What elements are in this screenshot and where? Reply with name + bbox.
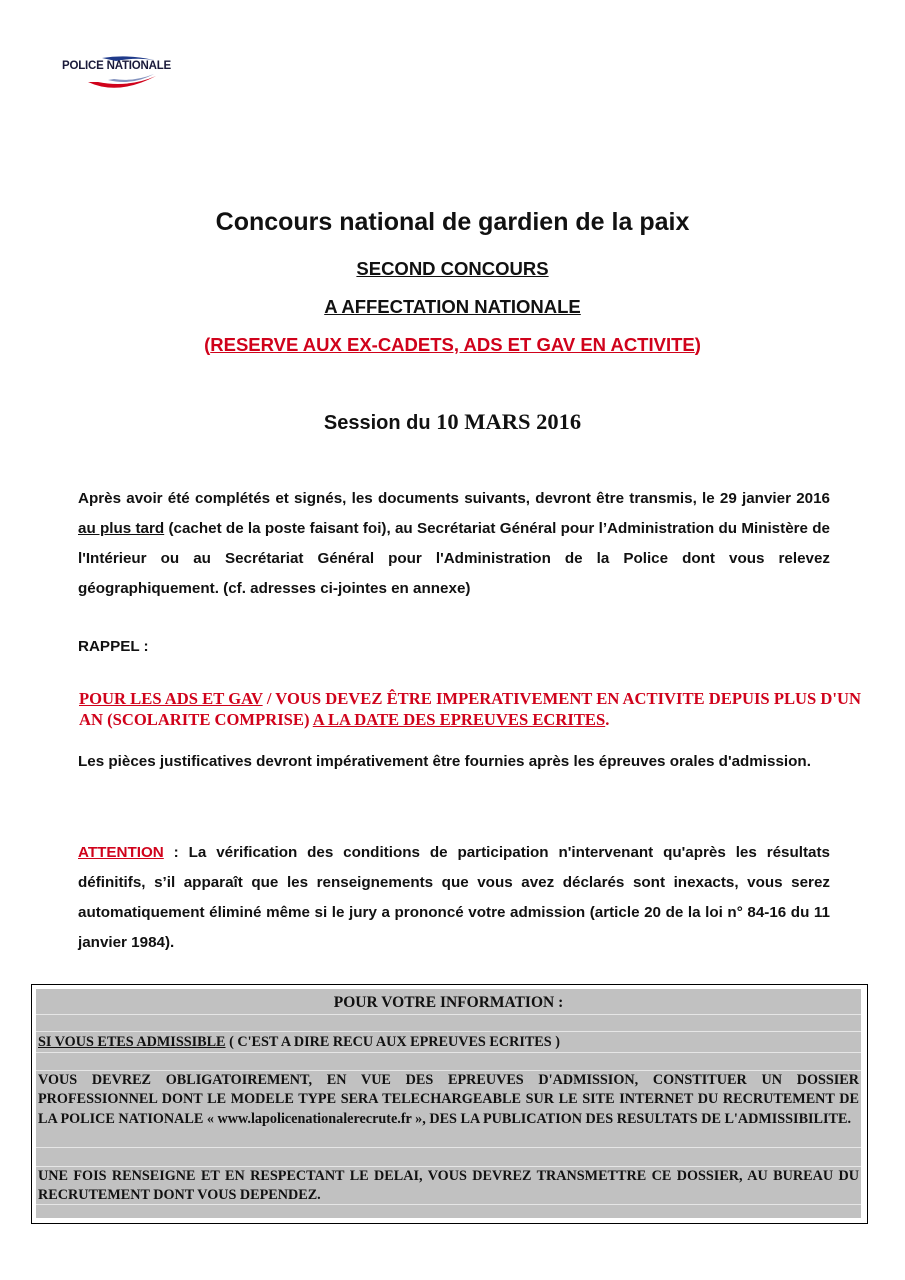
session-line <box>0 409 905 435</box>
warning-notice <box>79 688 861 730</box>
warning-end: . <box>605 710 610 729</box>
information-box-background <box>36 989 861 1218</box>
paren-open: ( <box>204 334 211 355</box>
warning-date: A LA DATE DES EPREUVES ECRITES <box>312 710 606 729</box>
info-transmettre-paragraph: UNE FOIS RENSEIGNE ET EN RESPECTANT LE DELAI, VOUS DEVREZ TRANSMETTRE CE DOSSIER, AU BUREAU DU RECRUTEMENT DONT VOUS DEPENDEZ. <box>38 1168 859 1204</box>
warning-ads-gav: POUR LES ADS ET GAV <box>79 689 263 708</box>
attention-label: ATTENTION <box>78 844 164 861</box>
attention-text: : La vérification des conditions de participation n'intervenant qu'après les résultats définitifs, s’il apparaît que les renseignements que vous avez déclarés sont inexacts, vous serez automatiquement éliminé même si le jury a prononcé votre admission (article 20 de la loi n° 84-16 du 11 janvier 1984). <box>78 844 830 951</box>
information-box <box>31 984 868 1224</box>
subtitle-second-concours: SECOND CONCOURS <box>356 258 549 279</box>
warning-middle: / VOUS DEVEZ ÊTRE IMPERATIVEMENT EN ACTIVITE DEPUIS PLUS D'UN AN (SCOLARITE COMPRISE) <box>79 689 861 729</box>
info-admissible-line <box>38 1033 859 1052</box>
info-admissible-label: SI VOUS ETES ADMISSIBLE <box>38 1034 226 1050</box>
logo-text: POLICE NATIONALE <box>62 60 172 72</box>
instructions-after: (cachet de la poste faisant foi), au Secrétariat Général pour l’Administration du Ministère de l'Intérieur ou au Secrétariat Général pour l'Administration de la Police dont vous relevez géographiquement. (cf. adresses ci-jointes en annexe) <box>78 520 830 597</box>
info-admissible-rest: ( C'EST A DIRE RECU AUX EPREUVES ECRITES ) <box>225 1034 560 1050</box>
page-title: Concours national de gardien de la paix <box>215 208 690 236</box>
instructions-before: Après avoir été complétés et signés, les documents suivants, devront être transmis, le 29 janvier 2016 <box>78 490 830 507</box>
session-date: 10 MARS 2016 <box>436 409 582 434</box>
info-divider <box>36 1147 861 1148</box>
instructions-paragraph <box>78 484 830 604</box>
police-nationale-logo <box>58 52 208 96</box>
logo-swoosh-icon <box>58 52 208 96</box>
justificatives-paragraph: Les pièces justificatives devront impérativement être fournies après les épreuves orales d'admission. <box>78 753 811 770</box>
info-divider <box>36 1014 861 1015</box>
attention-paragraph <box>78 838 830 958</box>
session-label: Session du <box>323 412 437 434</box>
info-divider <box>36 1031 861 1032</box>
info-dossier-paragraph: VOUS DEVREZ OBLIGATOIREMENT, EN VUE DES EPREUVES D'ADMISSION, CONSTITUER UN DOSSIER PROFESSIONNEL DONT LE MODELE TYPE SERA TELECHARGEABLE SUR LE SITE INTERNET DU RECRUTEMENT DE LA POLICE NATIONALE « www.lapolicenationalerecrute.fr », DES LA PUBLICATION DES RESULTATS DE L'ADMISSIBILITE. <box>38 1072 859 1127</box>
reserve-text: RESERVE AUX EX-CADETS, ADS ET GAV EN ACTIVITE <box>210 334 695 355</box>
instructions-deadline: au plus tard <box>78 520 165 537</box>
subtitle-affectation: A AFFECTATION NATIONALE <box>324 296 581 317</box>
paren-close: ) <box>694 334 701 355</box>
subtitle-reserve <box>0 334 905 356</box>
rappel-heading: RAPPEL : <box>78 638 149 655</box>
info-box-title: POUR VOTRE INFORMATION : <box>333 994 564 1011</box>
